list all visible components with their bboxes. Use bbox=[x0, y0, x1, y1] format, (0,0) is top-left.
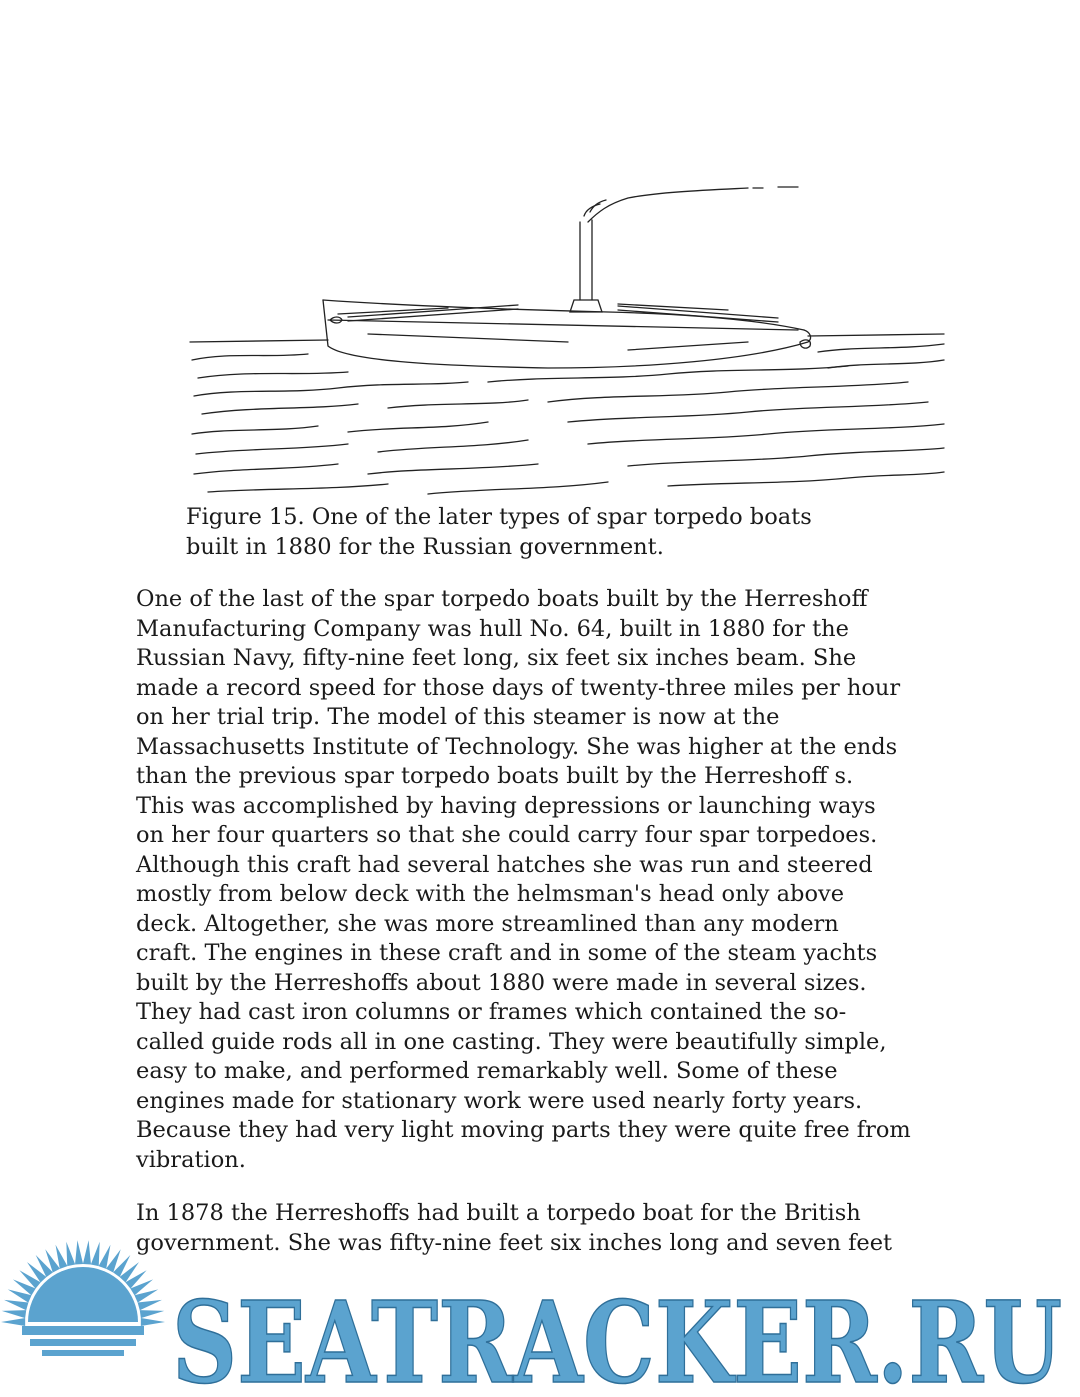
caption-line: Figure 15. One of the later types of spar torpedo boats bbox=[186, 504, 812, 530]
text-line: on her four quarters so that she could carry four spar torpedoes. bbox=[136, 822, 878, 848]
text-line: government. She was fifty-nine feet six inches long and seven feet bbox=[136, 1229, 893, 1256]
text-line: Massachusetts Institute of Technology. She was higher at the ends bbox=[136, 733, 898, 760]
text-line: called guide rods all in one casting. They were beautifully simple, bbox=[136, 1028, 887, 1055]
sun-ray bbox=[99, 1245, 111, 1269]
text-line: engines made for stationary work were used nearly forty years. bbox=[136, 1087, 863, 1114]
watermark-text: SEATRACKER.RU bbox=[172, 1278, 1062, 1397]
text-line: made a record speed for those days of twenty-three miles per hour bbox=[136, 674, 901, 701]
sun-ray bbox=[75, 1240, 83, 1264]
text-line: easy to make, and performed remarkably well. Some of these bbox=[136, 1058, 838, 1084]
text-line: They had cast iron columns or frames which contained the so- bbox=[136, 999, 847, 1025]
text-line: deck. Altogether, she was more streamlined than any modern bbox=[136, 910, 839, 937]
text-line: In 1878 the Herreshoffs had built a torpedo boat for the British bbox=[136, 1200, 861, 1226]
sun-ray bbox=[91, 1242, 100, 1266]
sun-ray bbox=[4, 1300, 28, 1310]
caption-line: built in 1880 for the Russian government. bbox=[186, 534, 664, 560]
text-line: mostly from below deck with the helmsman's head only above bbox=[136, 881, 845, 907]
text-line: One of the last of the spar torpedo boats built by the Herreshoff bbox=[136, 586, 868, 612]
text-line: Manufacturing Company was hull No. 64, built in 1880 for the bbox=[136, 615, 849, 642]
text-line: This was accomplished by having depressions or launching ways bbox=[136, 792, 876, 819]
sun-ray bbox=[56, 1245, 68, 1269]
boat-illustration bbox=[188, 182, 948, 500]
sun-ray bbox=[2, 1310, 26, 1318]
text-line: Russian Navy, fifty-nine feet long, six feet six inches beam. She bbox=[136, 645, 857, 671]
text-line: vibration. bbox=[136, 1146, 246, 1173]
watermark-logo bbox=[0, 1236, 1080, 1397]
sun-icon bbox=[1, 1240, 165, 1356]
sun-ray bbox=[1, 1318, 25, 1326]
text-line: than the previous spar torpedo boats built by the Herreshoff s. bbox=[136, 763, 854, 789]
sun-ray bbox=[83, 1240, 91, 1264]
sun-ray bbox=[66, 1242, 75, 1266]
text-line: craft. The engines in these craft and in some of the steam yachts bbox=[136, 940, 878, 966]
text-line: Because they had very light moving parts they were quite free from bbox=[136, 1117, 911, 1143]
sun-ray bbox=[138, 1300, 162, 1310]
text-line: on her trial trip. The model of this steamer is now at the bbox=[136, 704, 780, 730]
text-line: Although this craft had several hatches she was run and steered bbox=[136, 851, 873, 878]
figure-caption bbox=[186, 502, 906, 562]
sun-ray bbox=[141, 1318, 165, 1326]
sun-ray bbox=[140, 1310, 164, 1318]
body-paragraph bbox=[136, 585, 976, 1175]
text-line: built by the Herreshoffs about 1880 were made in several sizes. bbox=[136, 969, 867, 996]
